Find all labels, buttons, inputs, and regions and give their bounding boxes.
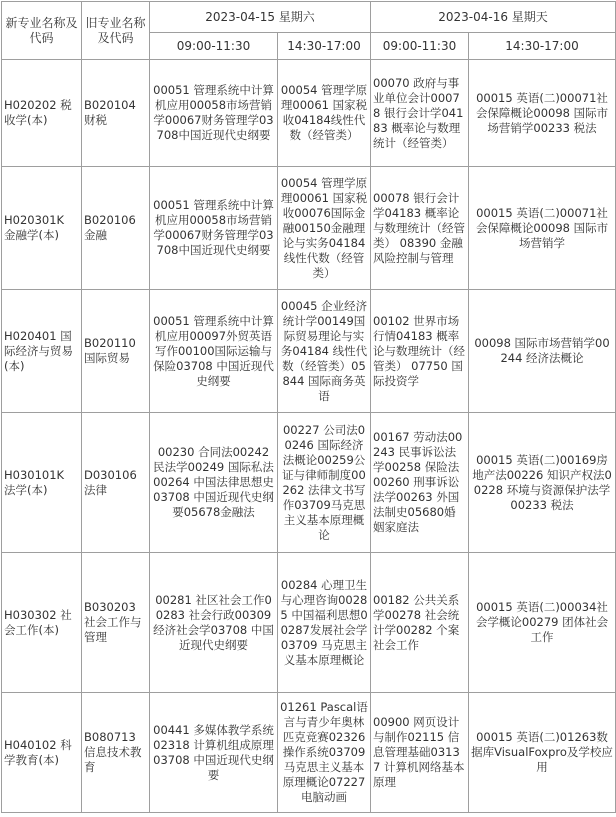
- new-major-cell: H020401 国际经济与贸易(本): [2, 290, 82, 413]
- course-cell-day1-pm: 00054 管理学原理00061 国家税收00076国际金融00150金融理论与实务04184 线性代数（经管类）: [278, 167, 371, 290]
- course-cell-day1-am: 00230 合同法00242 民法学00249 国际私法00264 中国法律思想史03708 中国近现代史纲要05678金融法: [150, 413, 278, 553]
- course-cell-day1-am: 00051 管理系统中计算机应用00097外贸英语写作00100国际运输与保险03708 中国近现代史纲要: [150, 290, 278, 413]
- course-cell-day1-am: 00051 管理系统中计算机应用00058市场营销学00067财务管理学03708中国近现代史纲要: [150, 60, 278, 167]
- course-cell-day1-pm: 00227 公司法00246 国际经济法概论00259公证与律师制度00262 法律文书写作03709马克思主义基本原理概论: [278, 413, 371, 553]
- course-cell-day1-pm: 01261 Pascal语言与青少年奥林匹克竞赛02326操作系统03709马克思主义基本原理概论07227电脑动画: [278, 693, 371, 813]
- table-row: [2, 60, 616, 167]
- course-cell-day2-pm: 00098 国际市场营销学00244 经济法概论: [469, 290, 616, 413]
- header-session-day2-pm: 14:30-17:00: [469, 33, 616, 60]
- old-major-cell: D030106 法律: [82, 413, 150, 553]
- course-cell-day2-pm: 00015 英语(二)00071社会保障概论00098 国际市场营销学: [469, 167, 616, 290]
- exam-schedule-table: [1, 1, 616, 813]
- course-cell-day2-pm: 00015 英语(二)00034社会学概论00279 团体社会工作: [469, 553, 616, 693]
- table-row: [2, 167, 616, 290]
- course-cell-day2-am: 00102 世界市场行情04183 概率论与数理统计（经管类） 07750 国际投资学: [371, 290, 469, 413]
- header-date-day2: 2023-04-16 星期天: [371, 2, 616, 33]
- header-date-day1: 2023-04-15 星期六: [150, 2, 371, 33]
- header-old-major: 旧专业名称及代码: [82, 2, 150, 60]
- course-cell-day1-am: 00051 管理系统中计算机应用00058市场营销学00067财务管理学03708中国近现代史纲要: [150, 167, 278, 290]
- course-cell-day2-am: 00900 网页设计与制作02115 信息管理基础03137 计算机网络基本原理: [371, 693, 469, 813]
- course-cell-day2-pm: 00015 英语(二)00169房地产法00226 知识产权法00228 环境与资源保护法学00233 税法: [469, 413, 616, 553]
- course-cell-day1-pm: 00045 企业经济统计学00149国际贸易理论与实务04184 线性代数（经管类）05844 国际商务英语: [278, 290, 371, 413]
- old-major-cell: B080713 信息技术教育: [82, 693, 150, 813]
- new-major-cell: H020301K 金融学(本): [2, 167, 82, 290]
- header-new-major: 新专业名称及代码: [2, 2, 82, 60]
- course-cell-day1-am: 00441 多媒体教学系统02318 计算机组成原理03708 中国近现代史纲要: [150, 693, 278, 813]
- course-cell-day1-pm: 00054 管理学原理00061 国家税收04184线性代数（经管类）: [278, 60, 371, 167]
- header-session-day1-pm: 14:30-17:00: [278, 33, 371, 60]
- new-major-cell: H030101K 法学(本): [2, 413, 82, 553]
- course-cell-day1-pm: 00284 心理卫生与心理咨询00285 中国福利思想00287发展社会学03709 马克思主义基本原理概论: [278, 553, 371, 693]
- old-major-cell: B030203 社会工作与管理: [82, 553, 150, 693]
- table-row: [2, 413, 616, 553]
- table-row: [2, 290, 616, 413]
- course-cell-day1-am: 00281 社区社会工作00283 社会行政00309 经济社会学03708 中国近现代史纲要: [150, 553, 278, 693]
- new-major-cell: H030302 社会工作(本): [2, 553, 82, 693]
- old-major-cell: B020106 金融: [82, 167, 150, 290]
- old-major-cell: B020110 国际贸易: [82, 290, 150, 413]
- header-session-day2-am: 09:00-11:30: [371, 33, 469, 60]
- header-row-dates: [2, 2, 616, 33]
- new-major-cell: H020202 税收学(本): [2, 60, 82, 167]
- course-cell-day2-am: 00070 政府与事业单位会计00078 银行会计学04183 概率论与数理统计（经管类）: [371, 60, 469, 167]
- header-session-day1-am: 09:00-11:30: [150, 33, 278, 60]
- table-row: [2, 693, 616, 813]
- old-major-cell: B020104 财税: [82, 60, 150, 167]
- course-cell-day2-am: 00182 公共关系学00278 社会统计学00282 个案社会工作: [371, 553, 469, 693]
- course-cell-day2-pm: 00015 英语(二)01263数据库VisualFoxpro及学校应用: [469, 693, 616, 813]
- course-cell-day2-am: 00167 劳动法00243 民事诉讼法学00258 保险法00260 刑事诉讼法学00263 外国法制史05680婚姻家庭法: [371, 413, 469, 553]
- course-cell-day2-pm: 00015 英语(二)00071社会保障概论00098 国际市场营销学00233 税法: [469, 60, 616, 167]
- new-major-cell: H040102 科学教育(本): [2, 693, 82, 813]
- table-row: [2, 553, 616, 693]
- course-cell-day2-am: 00078 银行会计学04183 概率论与数理统计（经管类） 08390 金融风险控制与管理: [371, 167, 469, 290]
